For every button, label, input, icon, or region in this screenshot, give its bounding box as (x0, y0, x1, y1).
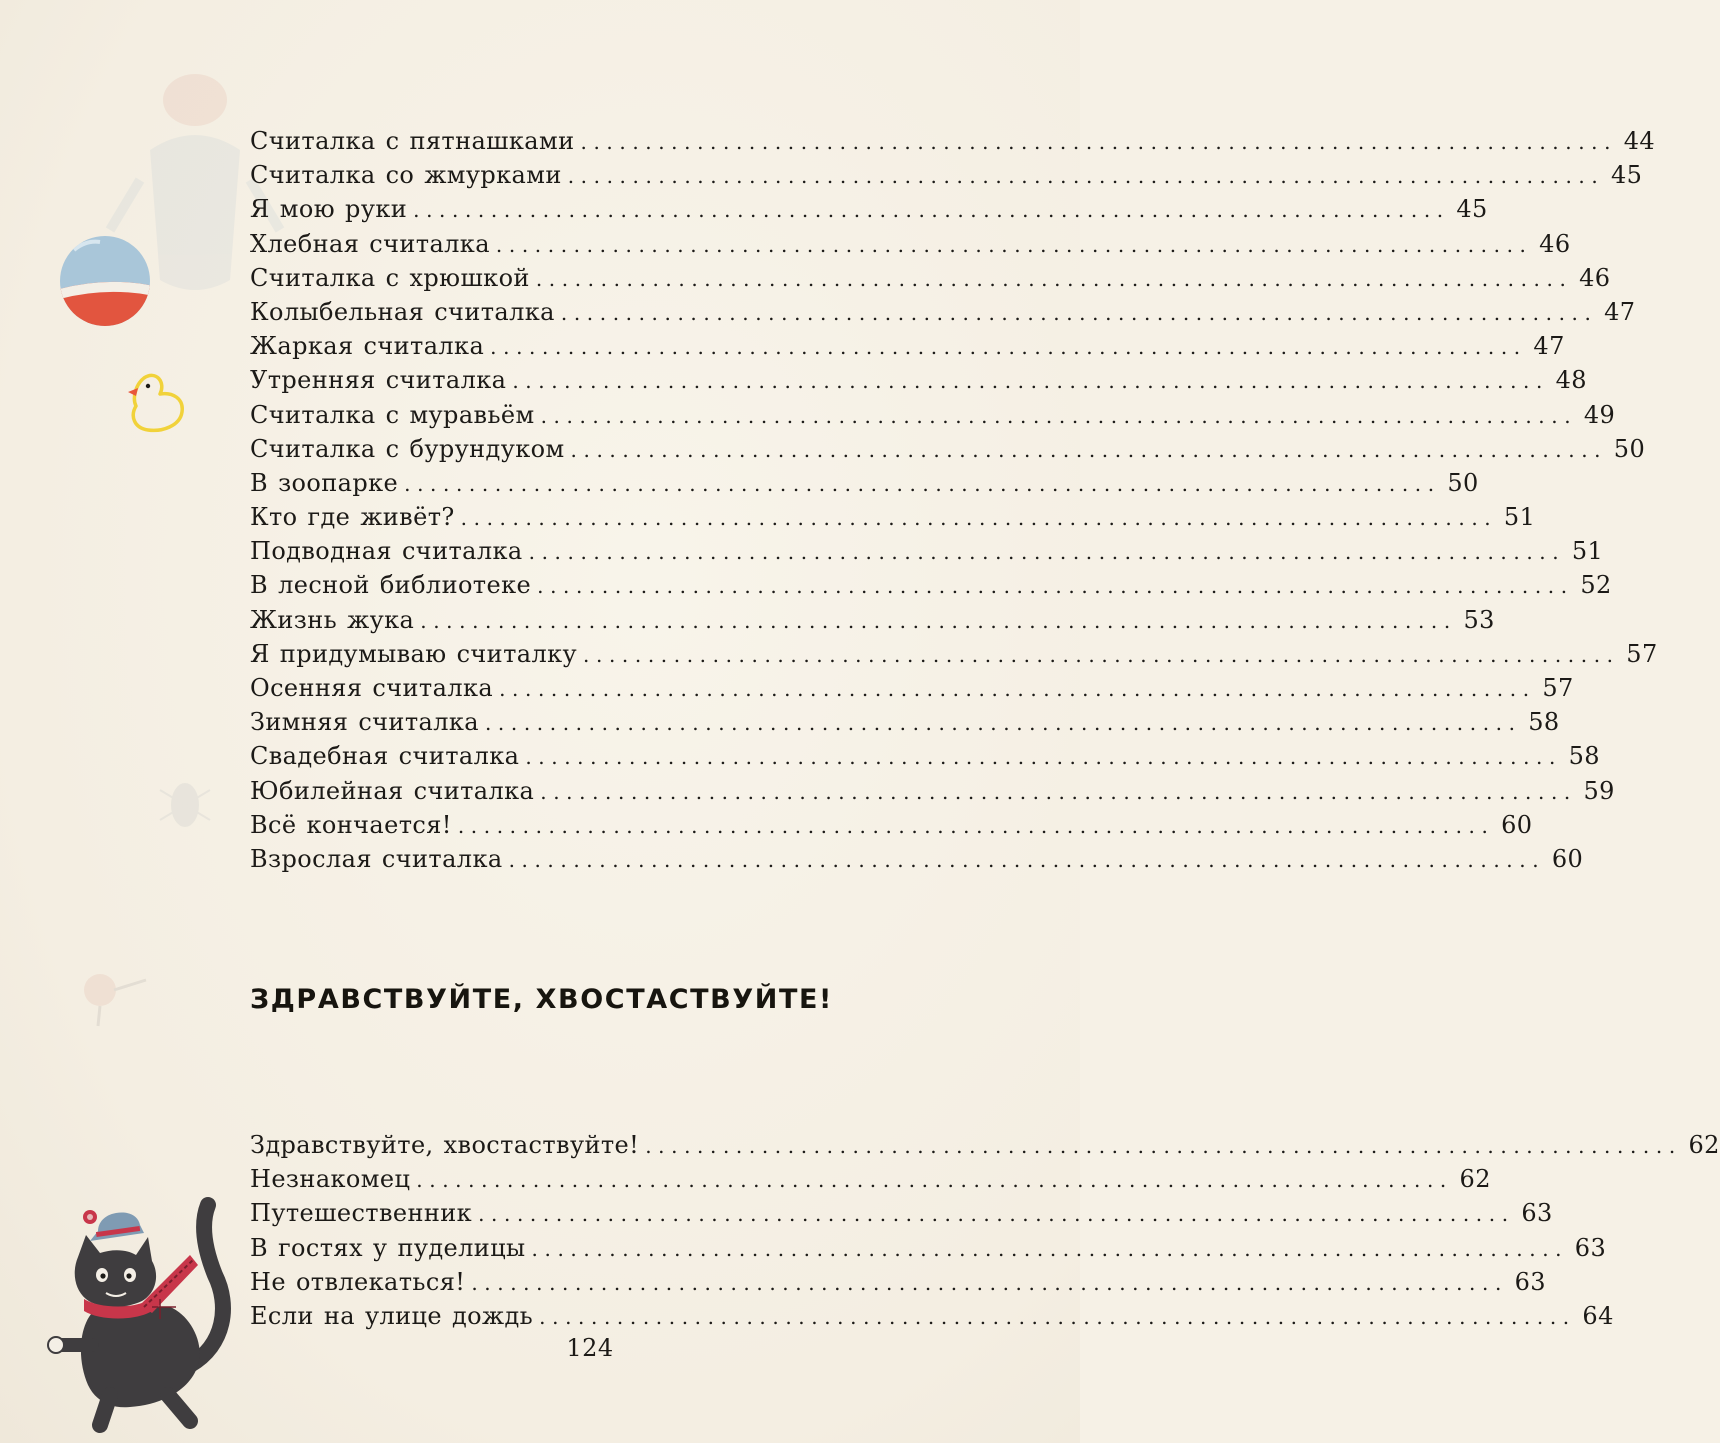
toc-entry-title: Считалка со жмурками (250, 161, 562, 190)
toc-entry-page: 53 (1463, 605, 1495, 634)
toc-entry-title: Считалка с муравьём (250, 400, 535, 429)
toc-entry-title: Незнакомец (250, 1165, 411, 1194)
toc-entry-page: 51 (1503, 503, 1536, 532)
toc-entry[interactable] (250, 739, 1600, 773)
toc-entry-page: 62 (1688, 1131, 1720, 1159)
toc-entry-page: 63 (1514, 1267, 1546, 1296)
toc-entry-page: 51 (1571, 537, 1604, 566)
toc-entry-page: 58 (1568, 742, 1600, 771)
toc-entry[interactable] (250, 808, 1533, 842)
toc-entry-title: В гостях у пуделицы (250, 1233, 526, 1262)
toc-entry-title: Я мою руки (250, 195, 408, 224)
toc-leader-dots: ................................................................................ (535, 266, 1573, 291)
toc-entry-title: Я придумываю считалку (250, 639, 578, 668)
toc-entry-page: 45 (1610, 161, 1643, 190)
toc-leader-dots: ................................................................................ (420, 608, 1457, 633)
cat-illustration (40, 1195, 250, 1430)
toc-list-2 (250, 1128, 1720, 1333)
toc-entry-title: Хлебная считалка (250, 229, 490, 258)
toc-entry-title: Подводная считалка (250, 537, 523, 566)
toc-entry-page: 47 (1604, 297, 1636, 326)
toc-entry[interactable] (250, 363, 1587, 397)
toc-entry-title: Кто где живёт? (250, 503, 455, 532)
toc-leader-dots: ................................................................................ (490, 335, 1527, 360)
toc-entry[interactable] (250, 1196, 1553, 1230)
toc-leader-dots: ................................................................................ (404, 471, 1441, 496)
toc-entry[interactable] (250, 124, 1656, 158)
section-heading: ЗДРАВСТВУЙТЕ, ХВОСТАСТВУЙТЕ! (250, 984, 833, 1015)
toc-entry-page: 64 (1582, 1301, 1614, 1330)
toc-entry-title: Утренняя считалка (250, 366, 507, 395)
toc-entry-page: 52 (1580, 571, 1612, 600)
toc-entry[interactable] (250, 1265, 1546, 1299)
toc-entry[interactable] (250, 637, 1658, 671)
toc-leader-dots: ................................................................................ (540, 403, 1578, 428)
toc-leader-dots: ................................................................................ (583, 642, 1620, 667)
toc-entry-page: 45 (1456, 195, 1488, 224)
toc-entry-title: Всё кончается! (250, 810, 452, 839)
toc-leader-dots: ................................................................................ (645, 1134, 1682, 1158)
toc-leader-dots: ................................................................................ (416, 1168, 1453, 1193)
toc-leader-dots: ................................................................................ (537, 574, 1574, 599)
toc-entry[interactable] (250, 1299, 1614, 1333)
ball-illustration (56, 232, 154, 330)
toc-entry-title: Жаркая считалка (250, 332, 485, 361)
toc-entry-title: Зимняя считалка (250, 708, 479, 737)
toc-entry-page: 46 (1579, 263, 1611, 292)
ghost-bird-illustration (70, 960, 150, 1030)
toc-leader-dots: ................................................................................ (570, 437, 1608, 462)
toc-entry-page: 57 (1626, 639, 1658, 668)
toc-leader-dots: ................................................................................ (471, 1270, 1508, 1295)
toc-entry-page: 50 (1447, 468, 1479, 497)
toc-entry-title: Жизнь жука (250, 605, 415, 634)
toc-entry-title: Осенняя считалка (250, 674, 494, 702)
toc-entry[interactable] (250, 158, 1643, 192)
toc-entry-title: Свадебная считалка (250, 742, 520, 771)
toc-entry-page: 50 (1613, 434, 1646, 463)
toc-entry-page: 63 (1521, 1199, 1553, 1228)
toc-list-1 (250, 124, 1658, 876)
toc-leader-dots: ................................................................................ (560, 300, 1598, 325)
toc-entry-page: 60 (1551, 844, 1584, 873)
toc-leader-dots: ................................................................................ (495, 232, 1533, 257)
toc-entry-title: Считалка с хрюшкой (250, 263, 530, 292)
ghost-insect-illustration (150, 770, 220, 840)
toc-entry[interactable] (250, 568, 1612, 602)
page-number: 124 (566, 1334, 614, 1362)
toc-entry[interactable] (250, 432, 1646, 466)
toc-entry-page: 44 (1623, 127, 1656, 155)
toc-entry-title: Если на улице дождь (250, 1301, 534, 1330)
toc-entry-title: Считалка с пятнашками (250, 127, 575, 155)
toc-entry-title: Взрослая считалка (250, 844, 503, 873)
toc-leader-dots: ................................................................................ (508, 847, 1546, 872)
toc-entry[interactable] (250, 774, 1615, 808)
toc-entry[interactable] (250, 227, 1571, 261)
toc-entry-page: 46 (1539, 229, 1571, 258)
toc-leader-dots: ................................................................................ (413, 198, 1450, 223)
toc-entry-title: Путешественник (250, 1199, 473, 1228)
toc-entry-title: Считалка с бурундуком (250, 434, 565, 463)
toc-leader-dots: ................................................................................ (567, 164, 1605, 189)
toc-entry-page: 60 (1501, 810, 1533, 839)
toc-leader-dots: ................................................................................ (457, 813, 1495, 838)
toc-entry-title: Юбилейная считалка (250, 776, 535, 805)
toc-entry[interactable] (250, 1128, 1720, 1162)
toc-entry[interactable] (250, 500, 1536, 534)
toc-entry-page: 49 (1583, 400, 1616, 429)
toc-leader-dots: ................................................................................ (528, 540, 1566, 565)
toc-entry-title: В лесной библиотеке (250, 571, 532, 600)
toc-entry-page: 57 (1542, 674, 1574, 702)
toc-entry[interactable] (250, 466, 1479, 500)
toc-entry[interactable] (250, 705, 1560, 739)
toc-entry[interactable] (250, 671, 1574, 705)
toc-entry[interactable] (250, 295, 1636, 329)
toc-entry-title: В зоопарке (250, 468, 399, 497)
toc-entry-page: 62 (1459, 1165, 1491, 1194)
toc-leader-dots: ................................................................................ (499, 677, 1536, 701)
toc-entry-page: 63 (1574, 1233, 1607, 1262)
toc-entry-page: 58 (1528, 708, 1560, 737)
toc-entry-title: Не отвлекаться! (250, 1267, 466, 1296)
toc-entry[interactable] (250, 603, 1495, 637)
toc-entry[interactable] (250, 192, 1488, 226)
toc-entry[interactable] (250, 1162, 1491, 1196)
toc-entry-title: Колыбельная считалка (250, 297, 555, 326)
toc-leader-dots: ................................................................................ (539, 1304, 1576, 1329)
duck-illustration (122, 368, 192, 440)
toc-entry-page: 48 (1555, 366, 1587, 395)
toc-leader-dots: ................................................................................ (580, 130, 1618, 154)
toc-entry-page: 47 (1533, 332, 1565, 361)
toc-entry-title: Здравствуйте, хвостаствуйте! (250, 1131, 640, 1159)
toc-section-2 (250, 1128, 1720, 1333)
toc-leader-dots: ................................................................................ (525, 745, 1562, 770)
toc-entry[interactable] (250, 329, 1565, 363)
toc-entry[interactable] (250, 842, 1584, 876)
toc-entry[interactable] (250, 261, 1611, 295)
toc-leader-dots: ................................................................................ (512, 369, 1549, 394)
toc-entry[interactable] (250, 398, 1616, 432)
toc-entry[interactable] (250, 534, 1604, 568)
toc-leader-dots: ................................................................................ (484, 711, 1522, 736)
toc-leader-dots: ................................................................................ (531, 1236, 1569, 1261)
toc-entry-page: 59 (1583, 776, 1615, 805)
toc-leader-dots: ................................................................................ (460, 506, 1498, 531)
toc-leader-dots: ................................................................................ (540, 779, 1577, 804)
toc-entry[interactable] (250, 1231, 1607, 1265)
toc-section-1 (250, 124, 1658, 876)
toc-leader-dots: ................................................................................ (478, 1202, 1515, 1227)
